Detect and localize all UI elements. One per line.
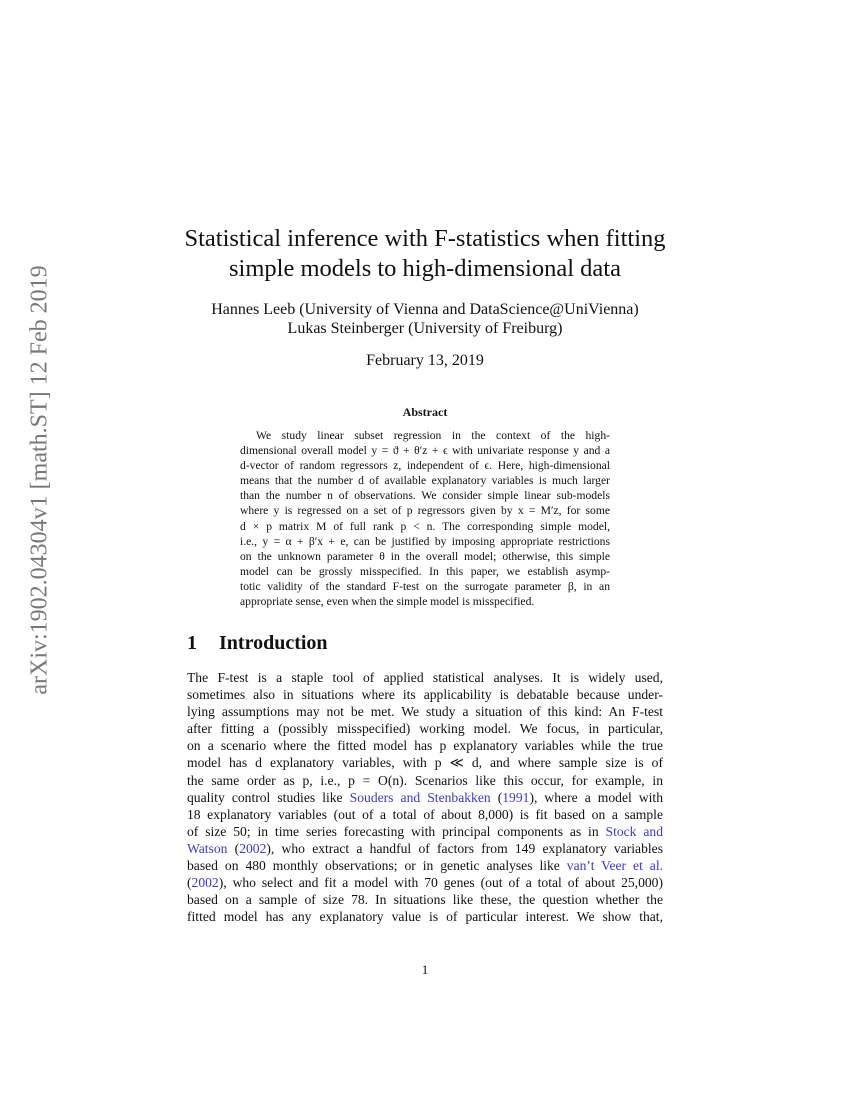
citation-link[interactable]: Souders and Stenbakken (349, 789, 491, 805)
author: Hannes Leeb (University of Vienna and DataScience@UniVienna) (211, 301, 639, 318)
citation-link[interactable]: 2002 (191, 875, 219, 891)
paragraph-line (187, 789, 663, 806)
paragraph-line (187, 908, 663, 925)
text-segment: of size 50; in time series forecasting with principal components as in (187, 823, 606, 839)
abstract-line: d × p matrix M of full rank p < n. The corresponding simple model, (240, 519, 610, 533)
arxiv-identifier-stamp: arXiv:1902.04304v1 [math.ST] 12 Feb 2019 (26, 265, 53, 695)
abstract-line: i.e., y = α + β′x + e, can be justified by imposing appropriate restrictions (240, 534, 610, 548)
paragraph-line (187, 806, 663, 823)
paper-title (0, 224, 850, 284)
section-number: 1 (187, 632, 197, 654)
paragraph-line (187, 840, 663, 857)
abstract-line: where y is regressed on a set of p regressors given by x = M′z, for some (240, 504, 610, 518)
citation-link[interactable]: 1991 (502, 789, 530, 805)
page-number: 1 (421, 962, 429, 977)
text-segment: fitted model has any explanatory value is of particular interest. We show that, (187, 909, 663, 925)
text-segment: on a scenario where the fitted model has p explanatory variables while the true (187, 738, 663, 754)
abstract-heading: Abstract (402, 405, 448, 419)
abstract-line: d-vector of random regressors z, independent of ϵ. Here, high-dimensional (240, 459, 610, 473)
abstract-line: on the unknown parameter θ in the overall model; otherwise, this simple (240, 549, 610, 563)
paragraph-line (187, 686, 663, 703)
text-segment: ( (187, 875, 192, 891)
abstract-body (240, 428, 610, 609)
paragraph-line (187, 669, 663, 686)
paper-date: February 13, 2019 (366, 352, 484, 369)
paragraph-line (187, 703, 663, 720)
paragraph-line (187, 772, 663, 789)
abstract-line: totic validity of the standard F-test on the surrogate parameter β, in an (240, 579, 610, 593)
abstract-line: We study linear subset regression in the context of the high- (256, 429, 610, 442)
abstract-line: model can be grossly misspecified. In this paper, we establish asymp- (240, 564, 610, 578)
abstract-line: than the number n of observations. We consider simple linear sub-models (240, 489, 610, 503)
abstract-line: appropriate sense, even when the simple model is misspecified. (240, 595, 535, 609)
text-segment: 18 explanatory variables (out of a total of about 8,000) is fit based on a sample (187, 806, 663, 822)
text-segment: lying assumptions may not be met. We study a situation of this kind: An F-test (187, 704, 663, 720)
citation-link[interactable]: van’t Veer et al. (566, 858, 663, 874)
text-segment: based on a sample of size 78. In situations like these, the question whether the (187, 892, 663, 908)
text-segment: ), where a model with (529, 789, 664, 805)
text-segment: ( (227, 840, 240, 856)
author-list (0, 300, 850, 338)
text-segment: The F-test is a staple tool of applied statistical analyses. It is widely used, (187, 670, 663, 685)
paragraph-line (187, 874, 663, 891)
text-segment: model has d explanatory variables, with p ≪ d, and where sample size is of (187, 755, 663, 771)
paragraph-line (187, 823, 663, 840)
abstract-line: means that the number d of available explanatory variables is much larger (240, 474, 610, 488)
paragraph-line (187, 754, 663, 771)
citation-link[interactable]: Stock and (605, 823, 663, 839)
citation-link[interactable]: Watson (187, 840, 228, 856)
section-heading (187, 632, 328, 655)
text-segment: after fitting a (possibly misspecified) working model. We focus, in particular, (187, 721, 663, 737)
title-line: Statistical inference with F-statistics when fitting (184, 225, 666, 252)
author: Lukas Steinberger (University of Freiburg) (287, 320, 563, 337)
title-line: simple models to high-dimensional data (229, 255, 621, 282)
citation-link[interactable]: 2002 (239, 840, 267, 856)
text-segment: based on 480 monthly observations; or in genetic analyses like (187, 858, 567, 874)
text-segment: the same order as p, i.e., p = O(n). Scenarios like this occur, for example, in (187, 772, 663, 788)
text-segment: quality control studies like (187, 789, 350, 805)
abstract-line: dimensional overall model y = ϑ + θ′z + ϵ with univariate response y and a (240, 444, 610, 458)
section-title: Introduction (219, 632, 328, 654)
text-segment: sometimes also in situations where its applicability is debatable because under- (187, 687, 663, 703)
text-segment: ( (490, 789, 503, 805)
text-segment: ), who extract a handful of factors from 149 explanatory variables (266, 840, 663, 856)
paragraph-line (187, 891, 663, 908)
text-segment: ), who select and fit a model with 70 genes (out of a total of about 25,000) (218, 875, 663, 891)
paragraph-line (187, 720, 663, 737)
introduction-body (187, 669, 663, 925)
paragraph-line (187, 857, 663, 874)
paragraph-line (187, 737, 663, 754)
